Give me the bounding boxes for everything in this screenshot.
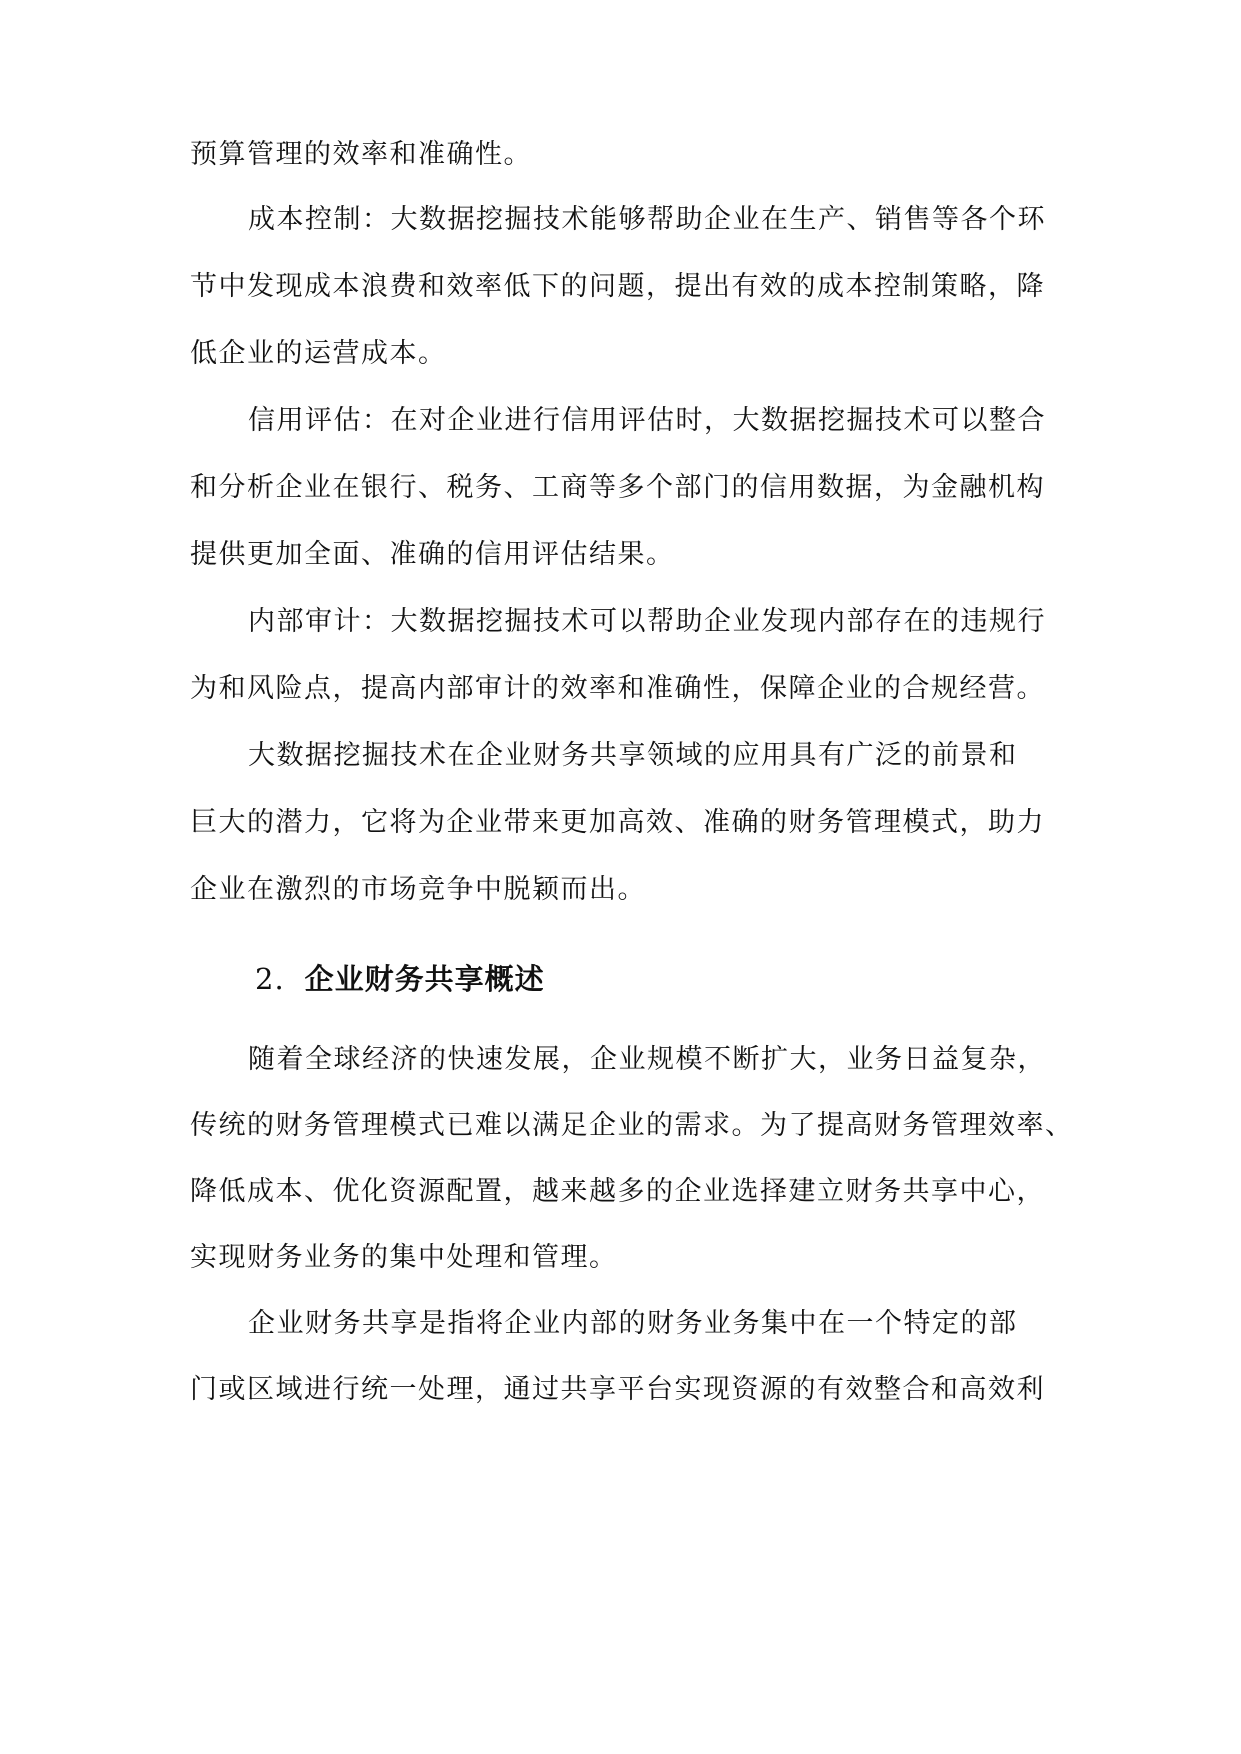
text-line: 成本控制：大数据挖掘技术能够帮助企业在生产、销售等各个环	[248, 204, 1046, 235]
text-line: 提供更加全面、准确的信用评估结果。	[190, 539, 675, 570]
text-line: 降低成本、优化资源配置，越来越多的企业选择建立财务共享中心，	[190, 1176, 1045, 1207]
text-line: 内部审计：大数据挖掘技术可以帮助企业发现内部存在的违规行	[248, 606, 1046, 637]
section-number: 2.	[255, 962, 285, 996]
text-line: 节中发现成本浪费和效率低下的问题，提出有效的成本控制策略，降	[190, 271, 1045, 302]
section-heading	[255, 959, 545, 999]
text-line: 信用评估：在对企业进行信用评估时，大数据挖掘技术可以整合	[248, 405, 1046, 436]
text-line: 大数据挖掘技术在企业财务共享领域的应用具有广泛的前景和	[248, 740, 1018, 771]
text-line: 为和风险点，提高内部审计的效率和准确性，保障企业的合规经营。	[190, 673, 1045, 704]
text-line: 门或区域进行统一处理，通过共享平台实现资源的有效整合和高效利	[190, 1374, 1045, 1405]
text-line: 巨大的潜力，它将为企业带来更加高效、准确的财务管理模式，助力	[190, 807, 1045, 838]
text-line: 企业在激烈的市场竞争中脱颖而出。	[190, 874, 646, 905]
text-line: 实现财务业务的集中处理和管理。	[190, 1242, 618, 1273]
section-title: 企业财务共享概述	[304, 962, 545, 996]
text-line: 预算管理的效率和准确性。	[190, 139, 532, 170]
text-line: 传统的财务管理模式已难以满足企业的需求。为了提高财务管理效率、	[190, 1110, 1074, 1141]
text-line: 低企业的运营成本。	[190, 338, 447, 369]
text-line: 企业财务共享是指将企业内部的财务业务集中在一个特定的部	[248, 1308, 1018, 1339]
text-line: 随着全球经济的快速发展，企业规模不断扩大，业务日益复杂，	[248, 1044, 1046, 1075]
text-line: 和分析企业在银行、税务、工商等多个部门的信用数据，为金融机构	[190, 472, 1045, 503]
